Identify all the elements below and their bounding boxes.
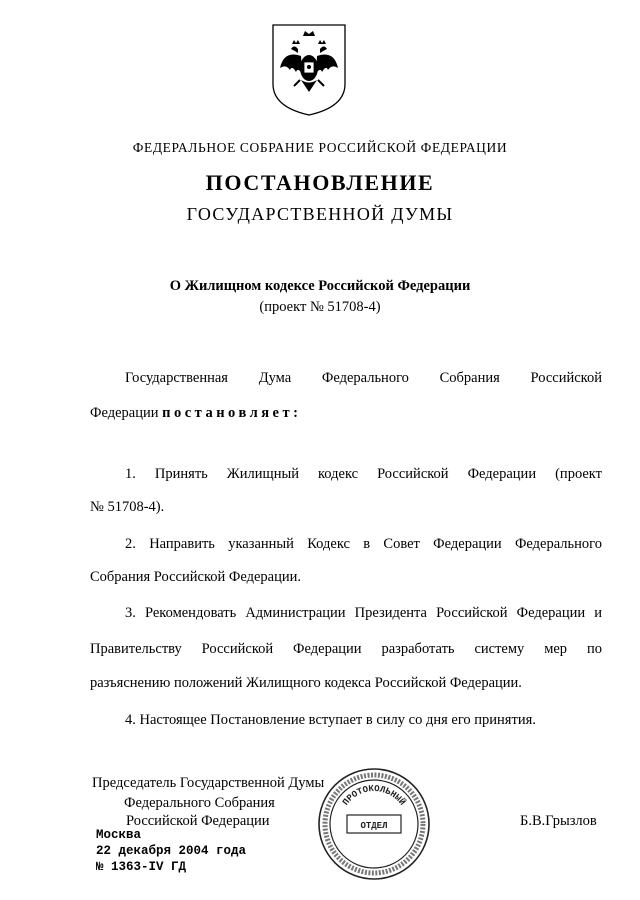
document-number: № 1363-IV ГД [96,860,187,874]
preamble-line-1: Государственная Дума Федерального Собрания Российской [125,370,602,386]
project-number: (проект № 51708-4) [259,299,381,315]
stamp-center-text: ОТДЕЛ [360,821,388,831]
item-3-line-1: 3. Рекомендовать Администрации Президента Российской Федерации и [125,605,602,621]
signatory-name: Б.В.Грызлов [520,813,597,829]
item-3-line-3: разъяснению положений Жилищного кодекса Российской Федерации. [90,675,522,691]
item-4-line-1: 4. Настоящее Постановление вступает в силу со дня его принятия. [125,712,536,728]
item-2-line-2: Собрания Российской Федерации. [90,569,301,585]
document-subject: О Жилищном кодексе Российской Федерации [169,278,471,294]
preamble-text: Федерации [90,405,163,421]
item-1-line-2: № 51708-4). [90,499,165,515]
document-subtitle: ГОСУДАРСТВЕННОЙ ДУМЫ [186,204,454,224]
signatory-title-line-1: Председатель Государственной Думы [92,775,325,791]
item-2-line-1: 2. Направить указанный Кодекс в Совет Федерации Федерального [125,536,602,552]
preamble-resolves: постановляет: [162,405,302,421]
issue-date: 22 декабря 2004 года [96,844,247,858]
stamp-arc-text: ПРОТОКОЛЬНЫЙ [340,783,408,808]
signatory-title-line-2: Федерального Собрания [124,795,275,811]
coat-of-arms-icon [270,22,348,118]
preamble-line-2 [90,405,602,422]
document-type: ПОСТАНОВЛЕНИЕ [205,170,435,195]
issue-city: Москва [96,828,142,842]
organization-title: ФЕДЕРАЛЬНОЕ СОБРАНИЕ РОССИЙСКОЙ ФЕДЕРАЦИИ [132,140,508,155]
item-1-line-1: 1. Принять Жилищный кодекс Российской Федерации (проект [125,466,602,482]
stamp-icon [315,765,433,883]
signatory-title-line-3: Российской Федерации [126,813,270,829]
item-3-line-2: Правительству Российской Федерации разработать систему мер по [90,641,602,657]
